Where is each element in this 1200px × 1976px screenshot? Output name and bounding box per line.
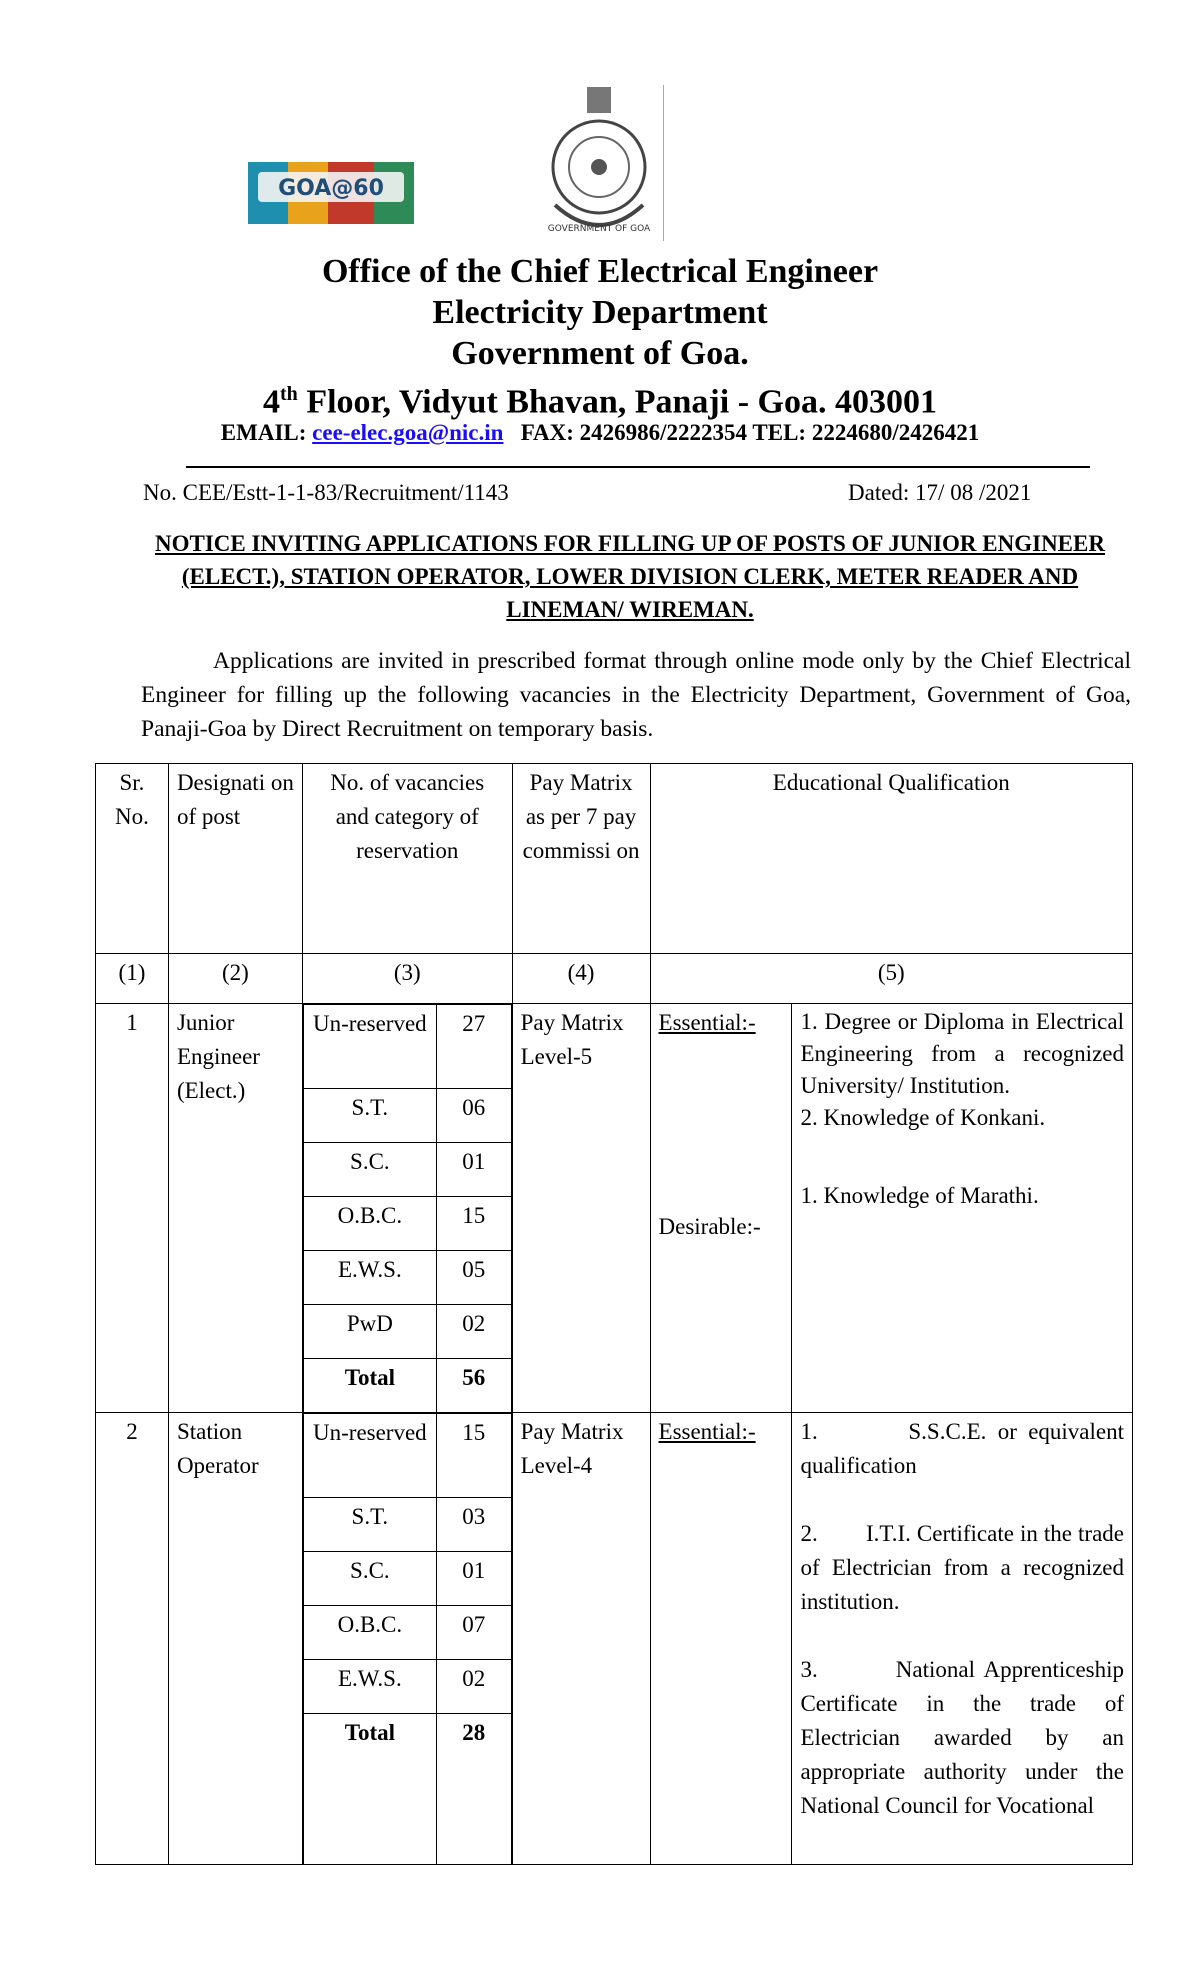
vacancy-total-label: Total [303,1714,436,1864]
goa-logo-text: GOA@60 [278,176,384,201]
qualification-details [792,1004,1133,1413]
vacancy-category: S.C. [303,1143,436,1197]
table-row [96,1413,1133,1865]
vacancy-cell [302,1413,512,1865]
vacancy-count: 15 [436,1197,511,1251]
header-qualification: Educational Qualification [650,764,1132,954]
office-title: Office of the Chief Electrical Engineer [321,253,879,290]
emblem-text: GOVERNMENT OF GOA [547,224,651,234]
reference-date: Dated: 17/ 08 /2021 [848,480,1032,505]
desirable-label: Desirable:- [658,1214,761,1239]
vacancy-breakdown [303,1413,512,1864]
designation: Junior Engineer (Elect.) [168,1004,302,1413]
vacancy-category: S.T. [303,1089,436,1143]
colnum-4: (4) [512,954,650,1004]
colnum-1: (1) [96,954,169,1004]
goa-at-60-logo [248,162,414,224]
colnum-5: (5) [650,954,1132,1004]
qualification-details [792,1413,1133,1865]
vacancy-table [95,763,1133,1865]
desirable-item: 1. Knowledge of Marathi. [800,1183,1039,1208]
colnum-2: (2) [168,954,302,1004]
table-row [96,1004,1133,1413]
vacancy-total: 56 [436,1359,511,1413]
vacancy-cell [302,1004,512,1413]
header-vacancies: No. of vacancies and category of reservation [302,764,512,954]
contact-line [0,418,1200,448]
vacancy-count: 15 [436,1414,511,1498]
address-text: Floor, Vidyut Bhavan, Panaji - Goa. 403001 [297,383,937,421]
fax-tel: FAX: 2426986/2222354 TEL: 2224680/2426421 [520,420,980,445]
designation: Station Operator [168,1413,302,1865]
vacancy-category: E.W.S. [303,1251,436,1305]
government-of-goa-emblem [535,85,667,245]
header-designation: Designati on of post [168,764,302,954]
vacancy-breakdown [303,1004,512,1412]
essential-item: 2. Knowledge of Konkani. [800,1105,1046,1130]
essential-item: 2. I.T.I. Certificate in the trade of Electrician from a recognized institution. [800,1521,1130,1614]
email-label: EMAIL: [220,420,307,445]
reference-number: No. CEE/Estt-1-1-83/Recruitment/1143 [143,480,509,505]
vacancy-category: E.W.S. [303,1660,436,1714]
qualification-labels [650,1413,792,1865]
vacancy-category: Un-reserved [303,1414,436,1498]
sr-number: 1 [96,1004,169,1413]
qualification-labels [650,1004,792,1413]
pay-matrix: Pay Matrix Level-4 [512,1413,650,1865]
intro-paragraph: Applications are invited in prescribed format through online mode only by the Chief Electrical Engineer for filling up the following vacancies in the Electricity Department, Government of Goa, Panaji-Goa by Direct Recruitment on temporary basis. [141,648,1131,742]
vacancy-count: 01 [436,1552,511,1606]
header-sr: Sr. No. [96,764,169,954]
address-line [0,374,1200,422]
essential-item: 3. National Apprenticeship Certificate in the trade of Electrician awarded by an appropriate authority under the National Council for Vocational [800,1657,1130,1818]
vacancy-count: 06 [436,1089,511,1143]
vacancy-category: O.B.C. [303,1197,436,1251]
vacancy-total-label: Total [303,1359,436,1413]
colnum-3: (3) [302,954,512,1004]
column-number-row [96,954,1133,1004]
vacancy-count: 05 [436,1251,511,1305]
government-title: Government of Goa. [451,335,749,372]
vacancy-total: 28 [436,1714,511,1864]
essential-label: Essential:- [658,1010,756,1035]
vacancy-category: Un-reserved [303,1005,436,1089]
address-suffix: th [280,383,298,405]
table-header-row [96,764,1133,954]
vacancy-count: 02 [436,1305,511,1359]
vacancy-count: 03 [436,1498,511,1552]
email-link[interactable]: cee-elec.goa@nic.in [312,420,504,445]
notice-title: NOTICE INVITING APPLICATIONS FOR FILLING UP OF POSTS OF JUNIOR ENGINEER (ELECT.), STATION OPERATOR, LOWER DIVISION CLERK, METER READER AND LINEMAN/ WIREMAN. [155,531,1105,622]
vacancy-count: 07 [436,1606,511,1660]
sr-number: 2 [96,1413,169,1865]
vacancy-category: S.C. [303,1552,436,1606]
essential-item: 1. Degree or Diploma in Electrical Engineering from a recognized University/ Institution. [800,1009,1124,1098]
department-title: Electricity Department [432,294,768,331]
address-number: 4 [263,383,281,421]
vacancy-category: PwD [303,1305,436,1359]
essential-label: Essential:- [658,1419,756,1444]
pay-matrix: Pay Matrix Level-5 [512,1004,650,1413]
header-pay: Pay Matrix as per 7 pay commissi on [512,764,650,954]
divider [186,466,1090,468]
vacancy-category: S.T. [303,1498,436,1552]
essential-item: 1. S.S.C.E. or equivalent qualification [800,1419,1130,1478]
vacancy-count: 01 [436,1143,511,1197]
vacancy-category: O.B.C. [303,1606,436,1660]
vacancy-count: 27 [436,1005,511,1089]
vacancy-count: 02 [436,1660,511,1714]
